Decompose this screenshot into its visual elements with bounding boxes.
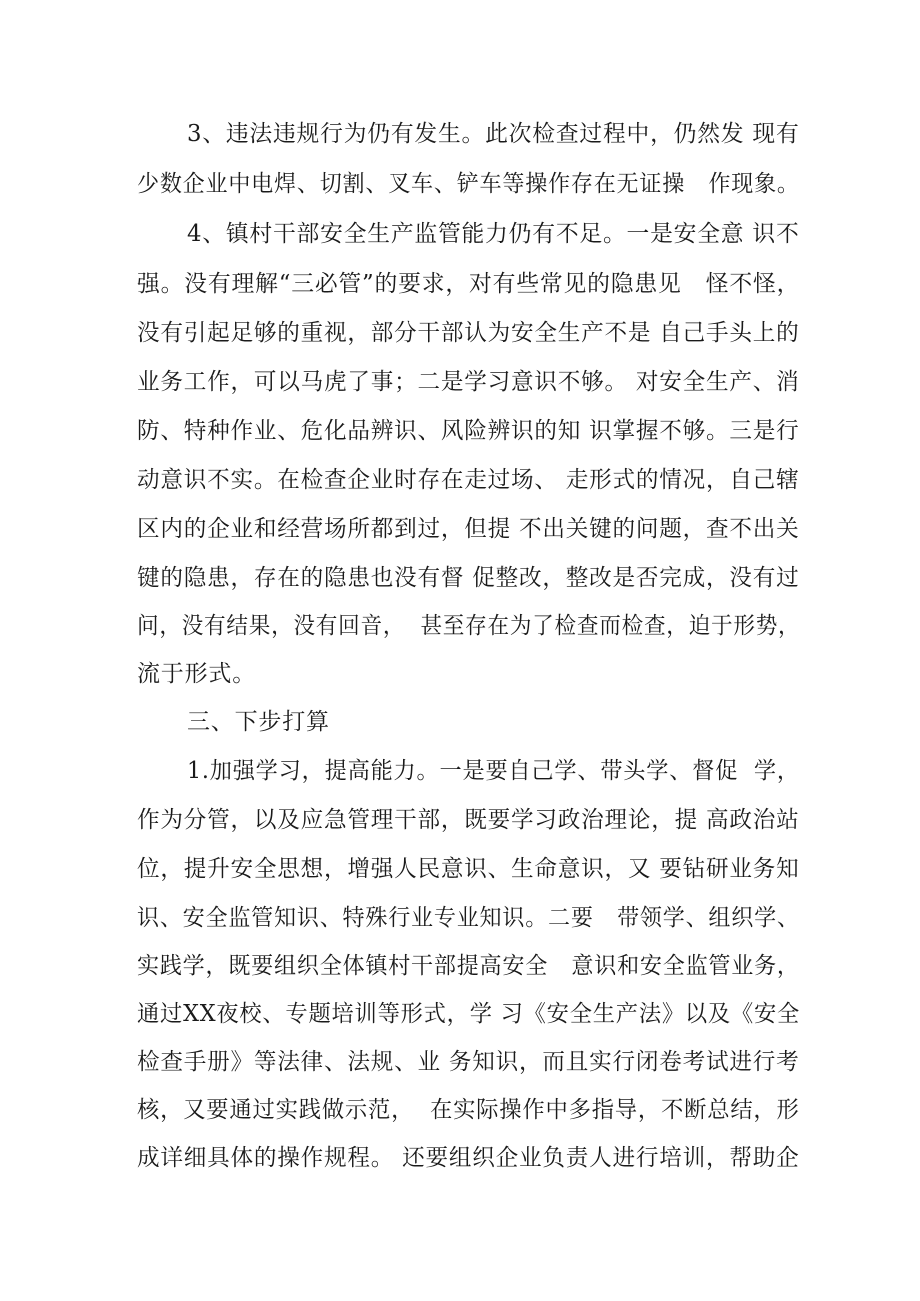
paragraph-line: 流于形式。 <box>137 661 256 687</box>
paragraph-line: 作为分管，以及应急管理干部，既要学习政治理论，提 高政治站 <box>137 807 800 833</box>
paragraph-line: 位，提升安全思想，增强人民意识、生命意识，又 要钻研业务知 <box>137 856 800 882</box>
paragraph-line: 成详细具体的操作规程。 还要组织企业负责人进行培训，帮助企 <box>137 1145 800 1171</box>
paragraph-line: 4、镇村干部安全生产监管能力仍有不足。一是安全意 识不 <box>187 221 800 247</box>
paragraph-line: 实践学，既要组织全体镇村干部提高安全 意识和安全监管业务， <box>137 953 800 979</box>
paragraph-line: 没有引起足够的重视，部分干部认为安全生产不是 自己手头上的 <box>137 320 800 346</box>
paragraph-line: 1.加强学习，提高能力。一是要自己学、带头学、督促 学， <box>187 758 800 784</box>
paragraph-line: 强。没有理解“三必管”的要求，对有些常见的隐患见 怪不怪， <box>137 271 801 297</box>
paragraph-line: 区内的企业和经营场所都到过，但提 不出关键的问题，查不出关 <box>137 516 800 542</box>
paragraph-line: 业务工作，可以马虎了事；二是学习意识不够。 对安全生产、消 <box>137 369 800 395</box>
paragraph-line: 少数企业中电焊、切割、叉车、铲车等操作存在无证操 作现象。 <box>137 171 800 197</box>
paragraph-line: 键的隐患，存在的隐患也没有督 促整改，整改是否完成，没有过 <box>137 565 800 591</box>
paragraph-line: 问，没有结果，没有回音， 甚至存在为了检查而检查，迫于形势， <box>137 613 801 639</box>
paragraph-line: 检查手册》等法律、法规、业 务知识，而且实行闭卷考试进行考 <box>137 1049 800 1075</box>
paragraph-line: 核，又要通过实践做示范， 在实际操作中多指导，不断总结，形 <box>137 1097 800 1123</box>
section-heading: 三、下步打算 <box>187 709 330 735</box>
paragraph-line: 识、安全监管知识、特殊行业专业知识。二要 带领学、组织学、 <box>137 905 800 931</box>
paragraph-line: 通过XX夜校、专题培训等形式，学 习《安全生产法》以及《安全 <box>137 1001 801 1027</box>
paragraph-line: 3、违法违规行为仍有发生。此次检查过程中，仍然发 现有 <box>187 121 800 147</box>
paragraph-line: 动意识不实。在检查企业时存在走过场、 走形式的情况，自己辖 <box>137 467 800 493</box>
paragraph-line: 防、特种作业、危化品辨识、风险辨识的知 识掌握不够。三是行 <box>137 418 800 444</box>
